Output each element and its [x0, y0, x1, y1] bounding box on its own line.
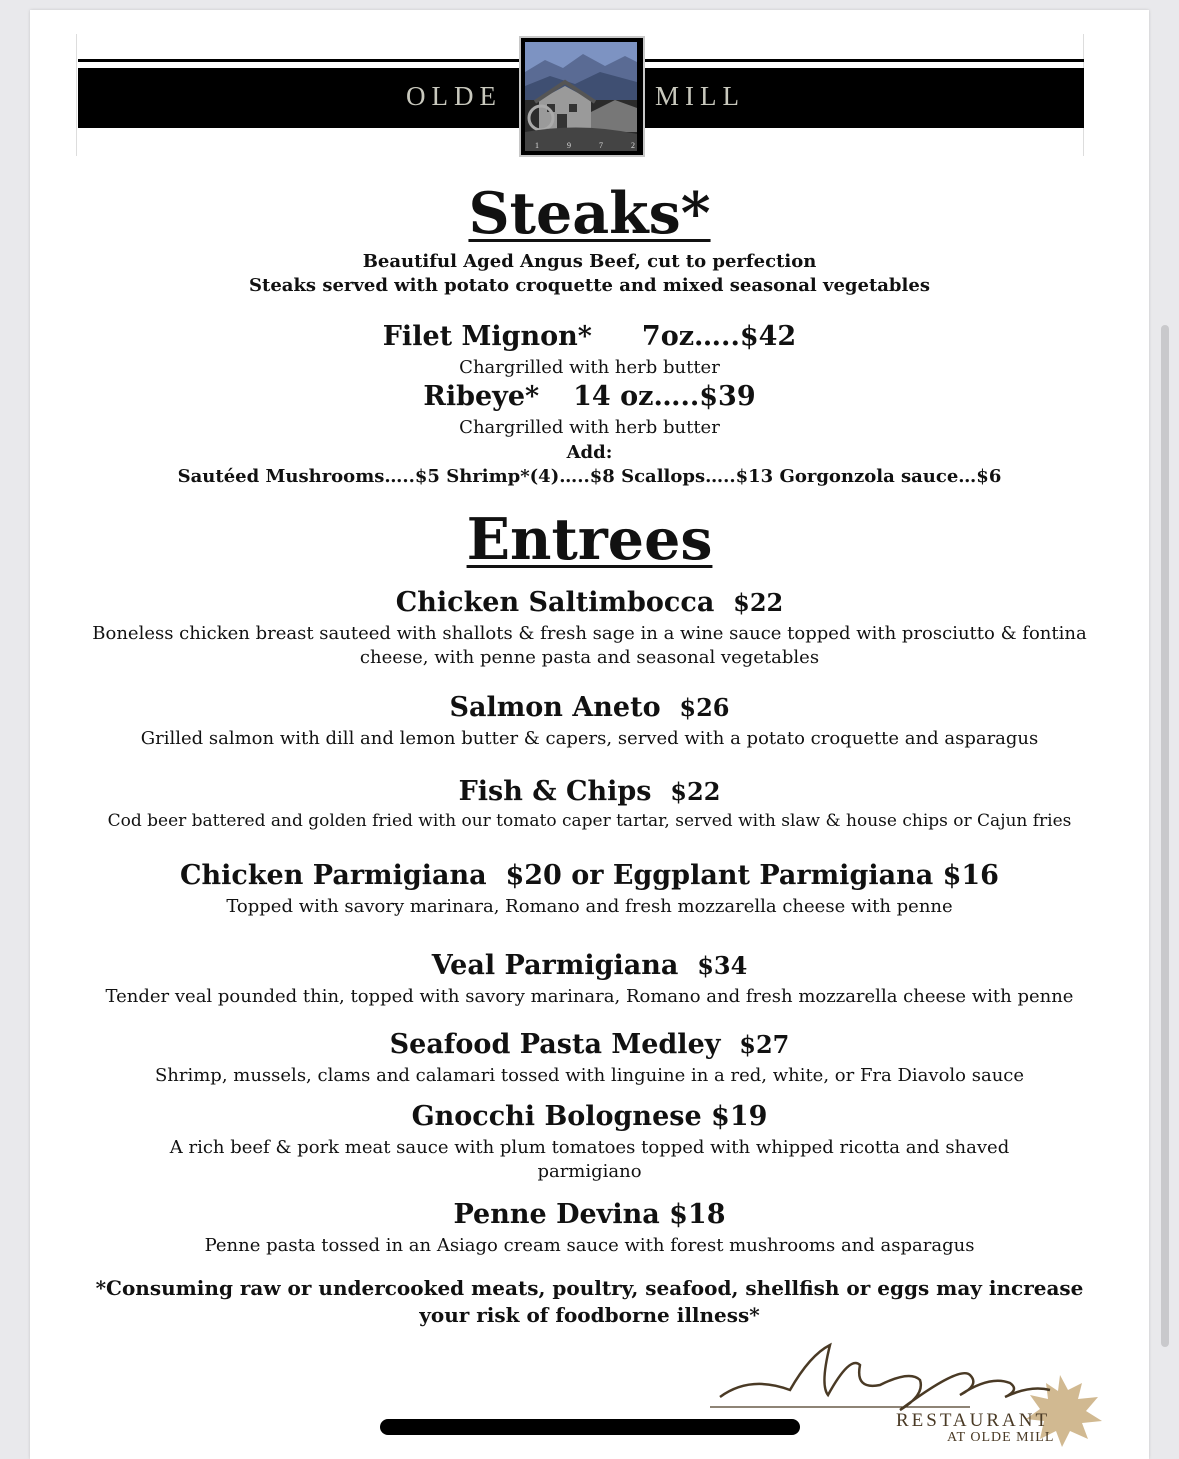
foodborne-warning-line-2: your risk of foodborne illness*	[419, 1303, 760, 1327]
entree-desc-1: Grilled salmon with dill and lemon butter & capers, served with a potato croquette and asparagus	[140, 728, 1039, 749]
filet-mignon-line	[30, 321, 1149, 352]
ribeye-price: 14 oz…..$39	[573, 381, 756, 412]
entree-title-1: Salmon Aneto $26	[449, 692, 730, 723]
entree-desc-6: A rich beef & pork meat sauce with plum tomatoes topped with whipped ricotta and shaved	[169, 1137, 1010, 1158]
olde-mill-banner	[78, 34, 1084, 156]
mill-illustration-icon	[525, 42, 637, 151]
entree-desc-7: Penne pasta tossed in an Asiago cream sauce with forest mushrooms and asparagus	[204, 1235, 975, 1256]
entree-title-6: Gnocchi Bolognese $19	[411, 1101, 768, 1132]
add-label: Add:	[566, 442, 613, 463]
entree-title-7: Penne Devina $18	[453, 1199, 726, 1230]
entree-title-0: Chicken Saltimbocca $22	[395, 587, 784, 618]
entree-desc-5: Shrimp, mussels, clams and calamari tossed with linguine in a red, white, or Fra Diavolo sauce	[154, 1065, 1025, 1086]
entrees-heading: Entrees	[466, 506, 713, 573]
steaks-subtitle-2: Steaks served with potato croquette and mixed seasonal vegetables	[249, 275, 930, 296]
entree-title-3: Chicken Parmigiana $20 or Eggplant Parmigiana $16	[180, 860, 999, 891]
banner-word-olde: OLDE	[406, 81, 502, 111]
entree-desc-0: Boneless chicken breast sauteed with shallots & fresh sage in a wine sauce topped with prosciutto & fontina	[92, 623, 1087, 644]
ribeye-line	[30, 381, 1149, 412]
entree-title-4: Veal Parmigiana $34	[431, 950, 748, 981]
home-indicator[interactable]	[380, 1419, 800, 1435]
entree-title-5: Seafood Pasta Medley $27	[389, 1029, 790, 1060]
filet-price: 7oz…..$42	[641, 321, 797, 352]
filet-desc: Chargrilled with herb butter	[459, 357, 720, 378]
logo-year: 1 9 7 2	[535, 141, 635, 150]
mill-logo	[519, 36, 645, 157]
ribeye-name: Ribeye*	[423, 381, 540, 412]
signature-olde-mill: AT OLDE MILL	[947, 1430, 1055, 1445]
entree-desc-3: Topped with savory marinara, Romano and fresh mozzarella cheese with penne	[226, 896, 953, 917]
entree-desc-0b: cheese, with penne pasta and seasonal vegetables	[359, 647, 820, 668]
entree-desc-6b: parmigiano	[537, 1161, 642, 1182]
steaks-heading: Steaks*	[468, 180, 711, 247]
add-ons-list: Sautéed Mushrooms…..$5 Shrimp*(4)…..$8 Scallops…..$13 Gorgonzola sauce…$6	[177, 466, 1002, 487]
steaks-subtitle-1: Beautiful Aged Angus Beef, cut to perfection	[362, 251, 817, 272]
signature-restaurant: RESTAURANT	[896, 1410, 1051, 1431]
filet-name: Filet Mignon*	[382, 321, 592, 352]
entree-desc-4: Tender veal pounded thin, topped with savory marinara, Romano and fresh mozzarella cheese with penne	[105, 986, 1074, 1007]
entree-title-2: Fish & Chips $22	[458, 776, 721, 807]
entree-desc-2: Cod beer battered and golden fried with our tomato caper tartar, served with slaw & house chips or Cajun fries	[107, 811, 1072, 831]
foodborne-warning-line-1: *Consuming raw or undercooked meats, poultry, seafood, shellfish or eggs may increase	[95, 1276, 1084, 1300]
vertical-scrollbar[interactable]	[1161, 325, 1169, 1347]
ribeye-desc: Chargrilled with herb butter	[459, 417, 720, 438]
banner-word-mill: MILL	[655, 81, 745, 111]
